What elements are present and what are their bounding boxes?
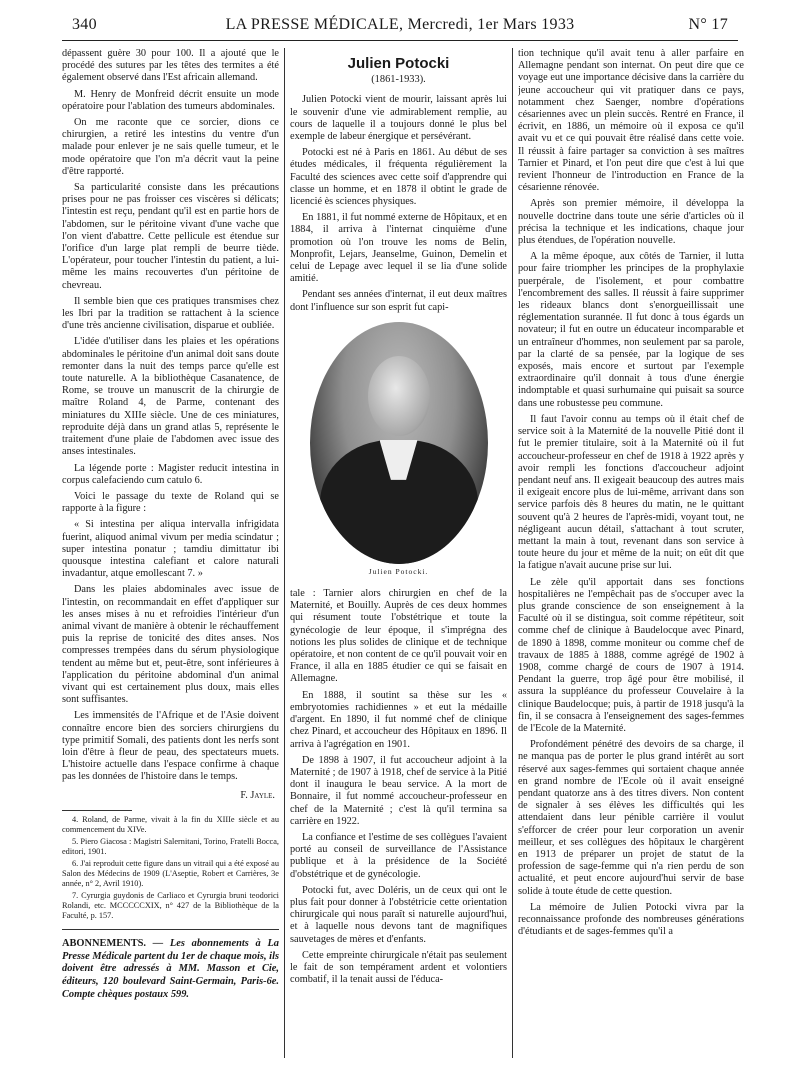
- subscriptions-text: — Les abonnements à La Presse Médicale partent du 1er de chaque mois, ils doivent être adressés à MM. Masson et Cie, éditeurs, 120 boulevard Saint-Germain, Paris-6e. Compte chèques postaux 599.: [62, 937, 279, 1000]
- subscriptions-label: ABONNEMENTS.: [62, 937, 147, 949]
- paragraph: Sa particularité consiste dans les précautions prises pour ne pas froisser ces viscères si délicats; l'intestin est reçu, pendant qu'il est en partie hors de l'abdomen, sur le péritoine vivant d'une vache que l'on vient d'abattre. Cette pellicule est étendue sur l'orifice d'un large plat rempli de beurre tiède. L'opérateur, pour toucher l'intestin du patient, a lui-même les mains recouvertes d'un péritoine de chevreau.: [62, 182, 279, 291]
- paragraph: Cette empreinte chirurgicale n'était pas seulement le fait de son tempérament ardent et volontiers combatif, il la tenait aussi de l'éduca-: [290, 949, 507, 986]
- paragraph: Julien Potocki vient de mourir, laissant après lui le souvenir d'une vie admirablement remplie, au cours de laquelle il a toujours donné le plus bel exemple de labeur énergique et persévérant.: [290, 94, 507, 143]
- section-rule: [62, 929, 279, 930]
- paragraph: En 1881, il fut nommé externe de Hôpitaux, et en 1884, il arriva à l'internat cinquième d'une promotion où l'on trouve les noms de Belin, Monprofit, Lejars, Jeanselme, Guinon, Demelin et celui de Lepage avec lequel il se lia d'une solide amitié.: [290, 212, 507, 285]
- paragraph: Dans les plaies abdominales avec issue de l'intestin, on recommandait en effet d'appliquer sur les anses mises à nu et refroidies l'intérieur d'un animal vivant de manière à obtenir le réchauffement puis la reprise de tonicité des dites anses. Nos compresses trempées dans du sérum physiologique tendent au même but et, peut-être, sont inférieures à l'application du péritoine abdominal d'un animal vivant qui est certainement plus doux, mais elles sont suffisantes.: [62, 584, 279, 706]
- portrait-photo: [310, 322, 488, 564]
- paragraph: Potocki est né à Paris en 1861. Au début de ses études médicales, il fréquenta régulièrement la Faculté des sciences avec cette soif d'apprendre qui classe un homme, et en 1878 il obtint le grade de licencié ès sciences physiques.: [290, 147, 507, 208]
- paragraph: La mémoire de Julien Potocki vivra par la reconnaissance profonde des nombreuses générations d'étudiants et de sages-femmes qu'il a: [518, 901, 744, 938]
- header-rule: [62, 40, 738, 41]
- paragraph: Après son premier mémoire, il développa la nouvelle doctrine dans toute une série d'articles où il précisa la technique et les indications, chaque jour plus étendues, de l'opération nouvelle.: [518, 198, 744, 247]
- paragraph: Pendant ses années d'internat, il eut deux maîtres dont l'influence sur son esprit fut capi-: [290, 289, 507, 313]
- page-number: 340: [72, 16, 97, 33]
- paragraph: Profondément pénétré des devoirs de sa charge, il ne manqua pas de porter le plus grand intérêt au sort réservé aux sages-femmes qui sortaient chaque année en grand nombre de l'Ecole où il avait enseigné pendant quatorze ans à des titres divers. Non content de signaler à ses élèves les difficultés qui les attendaient dans leur pénible carrière il voulut s'efforcer de créer pour leur corporation un avenir meilleur, et ses collègues des hôpitaux le chargèrent en 1913 de préparer un projet de statut de la profession de sage-femme qui n'a rien perdu de son actualité, et peut encore aujourd'hui servir de base solide à toute étude de cette question.: [518, 739, 744, 897]
- portrait-face: [368, 356, 430, 436]
- paragraph: La légende porte : Magister reducit intestina in corpus calefaciendo cum catulo 6.: [62, 462, 279, 486]
- issue-number: N° 17: [688, 16, 728, 33]
- paragraph: On me raconte que ce sorcier, dions ce chirurgien, a retiré les intestins du ventre d'un malade pour enlever je ne sais quelle tumeur, et le mode opératoire que l'on m'a décrit vaut la peine d'être rapporté.: [62, 117, 279, 177]
- paragraph: Les immensités de l'Afrique et de l'Asie doivent connaître encore bien des sorciers chirurgiens du type primitif Somali, des patients dont les nerfs sont loin d'être à fleur de peau, des spectateurs muets. L'histoire actuelle dans l'espace confirme à chaque pas les données de l'histoire dans le temps.: [62, 710, 279, 783]
- footnote: 6. J'ai reproduit cette figure dans un vitrail qui a été exposé au Salon des Médecins de 1909 (L'Aseptie, Robert et Carrières, 3e année, n° 2, Avril 1910).: [62, 858, 279, 888]
- author-signature: F. Jayle.: [240, 789, 275, 801]
- paragraph: tion technique qu'il avait tenu à aller parfaire en Allemagne pendant son internat. On peut dire que ce voyage eut une importance décisive dans la carrière du jeune accoucheur qui vit pratiquer dans ce pays, notamment chez Saenger, nombre d'opérations césariennes avec un plein succès. Rentré en France, il écrivit, en 1886, un mémoire où il exposa ce qu'il avait vu et ce qui pouvait être réalisé dans cette voie. Il réussit à faire partager sa conviction à ses maîtres Tarnier et Pinard, et l'on peut dire que c'est à lui que revient l'honneur de l'introduction en France de la césarienne rénovée.: [518, 48, 744, 194]
- column-1: [62, 48, 279, 1058]
- paragraph: « Si intestina per aliqua intervalla infrigidata fuerint, aliquod animal vivum per media scindatur ; super intestina ponatur ; tamdiu dimittatur ibi quousque intestina calefiant et calore naturali invadantur, atque emollescant 7. »: [62, 519, 279, 580]
- obituary-title: Julien Potocki: [347, 55, 450, 72]
- paragraph: Le zèle qu'il apportait dans ses fonctions hospitalières ne l'empêchait pas de s'occuper avec la plus grande conscience de son enseignement à la Faculté où il se distingua, soit comme répétiteur, soit comme chef de clinique à Baudelocque avec Pinard, de 1890 à 1898, comme moniteur ou comme chef de travaux de 1885 à 1888, comme agrégé de 1902 à 1908, comme chargé de cours de 1907 à 1914. Pendant la guerre, trop âgé pour être mobilisé, il assura la suppléance du professeur Couvelaire à la clinique Baudelocque; puis, à partir de 1918 jusqu'à la fin, il se consacra à l'enseignement des sages-femmes de l'Ecole de la Maternité.: [518, 576, 744, 734]
- paragraph: Il semble bien que ces pratiques transmises chez les Ibri par la tradition se rattachent à la science d'une très ancienne civilisation, disparue et oubliée.: [62, 295, 279, 332]
- paragraph: Voici le passage du texte de Roland qui se rapporte à la figure :: [62, 490, 279, 515]
- paragraph: dépassent guère 30 pour 100. Il a ajouté que le procédé des sutures par les têtes des termites a été également observé dans l'Est africain allemand.: [62, 48, 279, 84]
- column-divider: [284, 48, 285, 1058]
- footnotes: [62, 815, 279, 921]
- footnote: 7. Cyrurgia guydonis de Carliaco et Cyrurgia bruni teodorici Rolandi, etc. MCCCCCXIX, n° 427 de la Bibliothèque de la Faculté, p. 157.: [62, 890, 279, 920]
- paragraph: tale : Tarnier alors chirurgien en chef de la Maternité, et Bouilly. Auprès de ces deux hommes qui résument toute l'obstétrique et toute la gynécologie de leur époque, il s'imprégna des notions les plus solides de clinique et de technique opératoire, et non content de ce qu'il pouvait voir en France, il alla en 1885 étudier ce qui se faisait en Allemagne.: [290, 588, 507, 685]
- subscriptions-notice: [62, 938, 279, 1002]
- paragraph: De 1898 à 1907, il fut accoucheur adjoint à la Maternité ; de 1907 à 1918, chef de service à la Pitié dont il inaugura le beau service. A la mort de Bonnaire, il fut nommé accoucheur-professeur en chef de la Maternité ; c'est là qu'il termina sa carrière en 1922.: [290, 754, 507, 827]
- page-header: [62, 14, 738, 36]
- paragraph: Potocki fut, avec Doléris, un de ceux qui ont le plus fait pour donner à l'obstétricie cette orientation chirurgicale qui nous paraît si naturelle aujourd'hui, et à laquelle nous devons tant de magnifiques sauvetages de mères et d'enfants.: [290, 884, 507, 945]
- paragraph: En 1888, il soutint sa thèse sur les « embryotomies rachidiennes » et eut la médaille d'argent. En 1890, il fut nommé chef de clinique chez Pinard, et accoucheur des Hôpitaux en 1896. Il arriva à l'agrégation en 1901.: [290, 689, 507, 750]
- paragraph: La confiance et l'estime de ses collègues l'avaient porté au conseil de surveillance de l'Assistance publique et à la présidence de la Société d'obstétrique et de gynécologie.: [290, 831, 507, 880]
- paragraph: Il faut l'avoir connu au temps où il était chef de service soit à la Maternité de la nouvelle Pitié dont il fut le premier titulaire, soit à la Maternité où il fut accoucheur-professeur en chef de 1918 à 1922 après y avoir rempli les fonctions d'accoucheur adjoint pendant neuf ans. Il exigeait beaucoup des autres mais il exigeait encore plus de lui-même, arrivant dans son service parfois dès 8 heures du matin, ne le quittant souvent qu'à 2 heures de l'après-midi, voyant tout, ne négligeant aucun détail, s'attachant à tout scruter, mettant la main à tout, revenant dans son service à toute heure du jour et même de la nuit; on eût dit que la fatigue n'avait aucune prise sur lui.: [518, 413, 744, 572]
- portrait-caption: Julien Potocki.: [368, 566, 429, 576]
- paragraph: L'idée d'utiliser dans les plaies et les opérations abdominales le péritoine d'un animal doit sans doute remonter dans la nuit des temps parce qu'elle est toute naturelle. A la bibliothèque Casanatence, de Rome, se trouve un manuscrit de la chirurgie de maître Roland 4, de Parme, contenant des miniatures du XIIIe siècle. Une de ces miniatures, reproduite déjà dans un grand atlas 5, représente le traitement d'une plaie de l'abdomen avec issue des anses intestinales.: [62, 336, 279, 458]
- column-3: [518, 48, 744, 1058]
- column-2: [290, 48, 507, 1058]
- paragraph: M. Henry de Monfreid décrit ensuite un mode opératoire pour l'ablation des tumeurs abdominales.: [62, 88, 279, 112]
- footnote: 4. Roland, de Parme, vivait à la fin du XIIIe siècle et au commencement du XIVe.: [62, 814, 279, 834]
- journal-title: LA PRESSE MÉDICALE, Mercredi, 1er Mars 1933: [225, 16, 575, 33]
- footnote-rule: [62, 810, 132, 811]
- footnote: 5. Piero Giacosa : Magistri Salernitani, Torino, Fratelli Bocca, editori, 1901.: [62, 836, 279, 856]
- paragraph: A la même époque, aux côtés de Tarnier, il lutta pour faire triompher les principes de la prophylaxie puerpérale, de l'isolement, et pour combattre l'encombrement des salles. Il réussit à faire supprimer les rideaux blancs dont s'enorgueillissait une réglementation surannée. Il fut donc à tous égards un novateur; il fut en outre un éducateur incomparable et un entraîneur d'hommes, non seulement par sa parole, par la clarté de sa pensée, par la logique de ses exposés, mais encore et surtout par l'exemple extraordinaire qu'il donnait à tous d'une énergie indomptable et quasi surhumaine qui puisait sa source dans une robustesse peu commune.: [518, 251, 744, 409]
- obituary-dates: (1861-1933).: [371, 74, 426, 86]
- column-divider: [512, 48, 513, 1058]
